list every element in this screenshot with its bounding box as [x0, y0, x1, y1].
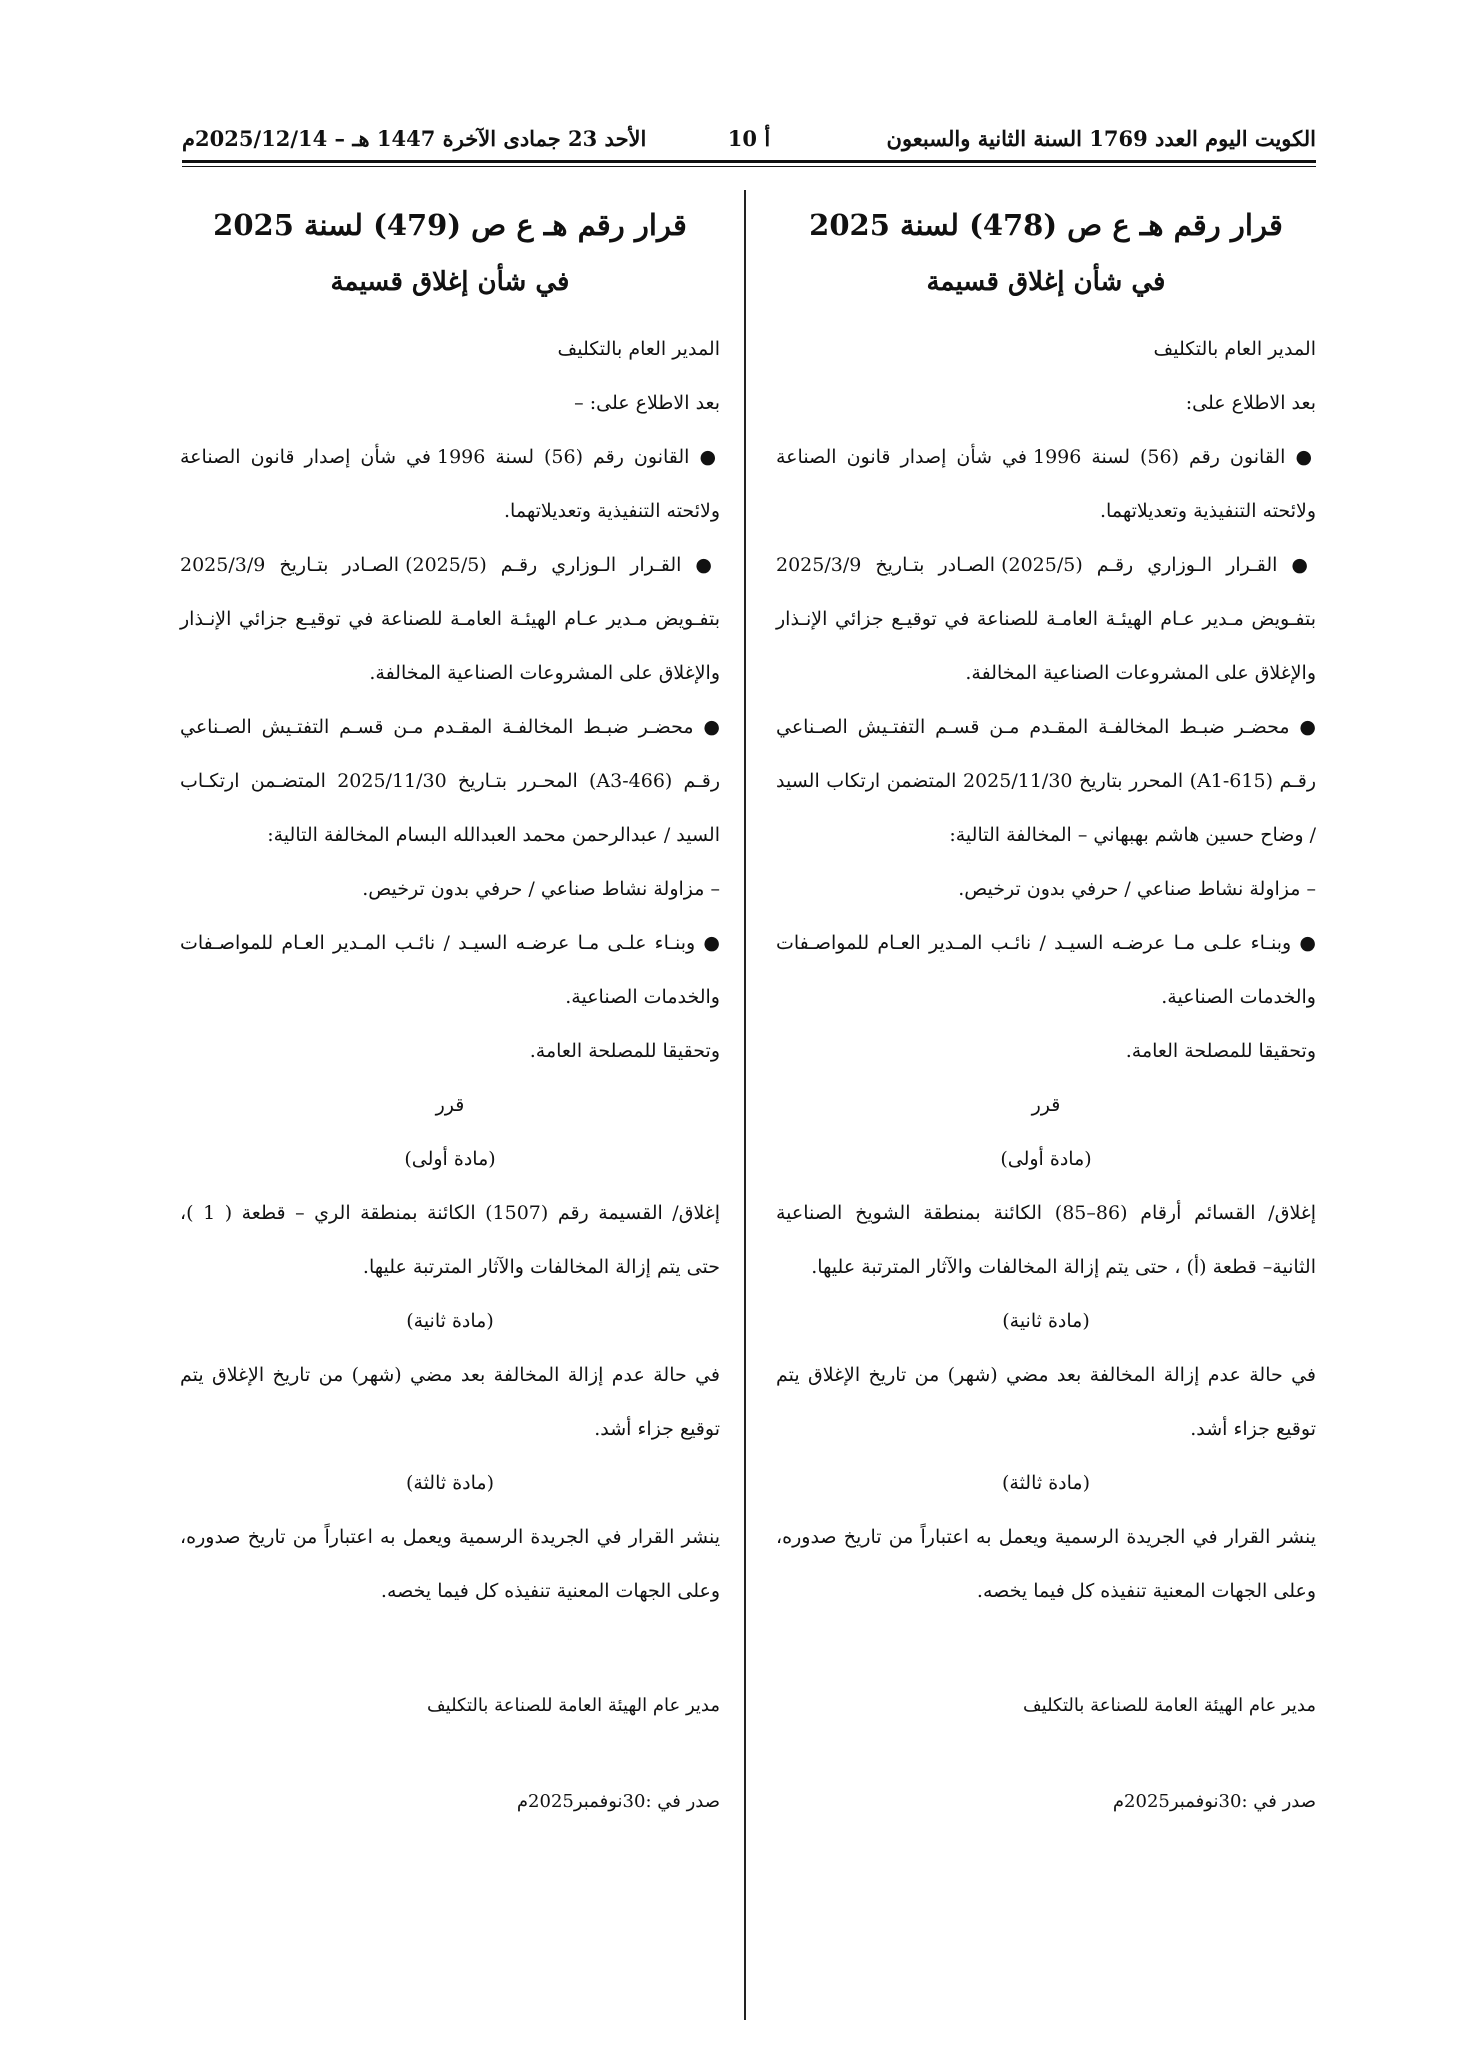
decision-title: قرار رقم هـ ع ص (478) لسنة 2025: [809, 208, 1283, 242]
decision-subtitle: في شأن إغلاق قسيمة: [330, 267, 570, 297]
header-issue-info: الكويت اليوم العدد 1769 السنة الثانية والسبعون: [886, 125, 1316, 151]
column-divider: [744, 190, 746, 2020]
bullet-law: ● القانون رقم (56) لسنة 1996 في شأن إصدار قانون الصناعة ولائحته التنفيذية وتعديلاتهما.: [180, 446, 720, 522]
decision-title: قرار رقم هـ ع ص (479) لسنة 2025: [213, 208, 687, 242]
header-page-number: أ 10: [727, 125, 771, 151]
article-1-body: إغلاق/ القسيمة رقم (1507) الكائنة بمنطقة الري – قطعة ( 1 )، حتى يتم إزالة المخالفات والآثار المترتبة عليها.: [180, 1202, 720, 1278]
article-1-heading: (مادة أولى): [1000, 1148, 1092, 1170]
bullet-law: ● القانون رقم (56) لسنة 1996 في شأن إصدار قانون الصناعة ولائحته التنفيذية وتعديلاتهما.: [776, 446, 1316, 522]
decided-heading: قرر: [1031, 1094, 1061, 1116]
article-2-heading: (مادة ثانية): [406, 1310, 494, 1332]
bullet-proposal: ● وبنـاء علـى مـا عرضـه السيـد / نائـب المـدير العـام للمواصـفات والخدمات الصناعية.: [180, 932, 720, 1008]
article-1-body: إغلاق/ القسائم أرقام (86–85) الكائنة بمنطقة الشويخ الصناعية الثانية– قطعة (أ) ، حتى يتم إزالة المخالفات والآثار المترتبة عليها.: [776, 1202, 1316, 1278]
decided-heading: قرر: [435, 1094, 465, 1116]
signature: مدير عام الهيئة العامة للصناعة بالتكليف: [1023, 1695, 1316, 1716]
public-interest: وتحقيقا للمصلحة العامة.: [1125, 1040, 1316, 1062]
header-rule: [182, 160, 1316, 163]
bullet-violation-report: ● محضـر ضبـط المخالفـة المقـدم مـن قسـم التفتـيش الصـناعي رقـم (A1-615) المحرر بتاريخ 2025/11/30 المتضمن ارتكاب السيد / وضاح حسين هاشم بهبهاني – المخالفة التالية:: [776, 716, 1317, 846]
issued-date: صدر في :30نوفمبر2025م: [1112, 1791, 1316, 1812]
signature: مدير عام الهيئة العامة للصناعة بالتكليف: [427, 1695, 720, 1716]
bullet-violation-report: ● محضـر ضبـط المخالفـة المقـدم مـن قسـم التفتـيش الصـناعي رقـم (A3-466) المحـرر بتـاريخ 2025/11/30 المتضـمن ارتكـاب السيد / عبدالرحمن محمد العبدالله البسام المخالفة التالية:: [180, 716, 720, 846]
director-line: المدير العام بالتكليف: [557, 338, 720, 360]
article-3-body: ينشر القرار في الجريدة الرسمية ويعمل به اعتباراً من تاريخ صدوره، وعلى الجهات المعنية تنفيذه كل فيما يخصه.: [180, 1526, 720, 1602]
after-review: بعد الاطلاع على: –: [574, 392, 720, 414]
bullet-proposal: ● وبنـاء علـى مـا عرضـه السيـد / نائـب المـدير العـام للمواصـفات والخدمات الصناعية.: [776, 932, 1316, 1008]
article-2-body: في حالة عدم إزالة المخالفة بعد مضي (شهر) من تاريخ الإغلاق يتم توقيع جزاء أشد.: [180, 1364, 720, 1440]
bullet-ministerial-decision: ● القـرار الـوزاري رقـم (2025/5) الصـادر بتـاريخ 2025/3/9 بتفـويض مـدير عـام الهيئـة العامـة للصناعة في توقيـع جزائي الإنـذار والإغلاق على المشروعات الصناعية المخالفة.: [776, 554, 1316, 684]
page-header: [182, 118, 1316, 158]
public-interest: وتحقيقا للمصلحة العامة.: [529, 1040, 720, 1062]
violation-item: – مزاولة نشاط صناعي / حرفي بدون ترخيص.: [958, 878, 1316, 900]
decision-478-column: [776, 190, 1316, 1822]
header-date: الأحد 23 جمادى الآخرة 1447 هـ – 2025/12/14م: [182, 125, 647, 151]
article-2-heading: (مادة ثانية): [1002, 1310, 1090, 1332]
article-3-heading: (مادة ثالثة): [405, 1472, 495, 1494]
after-review: بعد الاطلاع على:: [1185, 392, 1316, 414]
article-2-body: في حالة عدم إزالة المخالفة بعد مضي (شهر) من تاريخ الإغلاق يتم توقيع جزاء أشد.: [776, 1364, 1316, 1440]
article-3-heading: (مادة ثالثة): [1001, 1472, 1091, 1494]
issued-date: صدر في :30نوفمبر2025م: [516, 1791, 720, 1812]
decision-479-column: [180, 190, 720, 1822]
header-rule-thin: [182, 166, 1316, 167]
violation-item: – مزاولة نشاط صناعي / حرفي بدون ترخيص.: [362, 878, 720, 900]
article-3-body: ينشر القرار في الجريدة الرسمية ويعمل به اعتباراً من تاريخ صدوره، وعلى الجهات المعنية تنفيذه كل فيما يخصه.: [776, 1526, 1316, 1602]
director-line: المدير العام بالتكليف: [1153, 338, 1316, 360]
article-1-heading: (مادة أولى): [404, 1148, 496, 1170]
decision-subtitle: في شأن إغلاق قسيمة: [926, 267, 1166, 297]
bullet-ministerial-decision: ● القـرار الـوزاري رقـم (2025/5) الصـادر بتـاريخ 2025/3/9 بتفـويض مـدير عـام الهيئـة العامـة للصناعة في توقيـع جزائي الإنـذار والإغلاق على المشروعات الصناعية المخالفة.: [180, 554, 720, 684]
